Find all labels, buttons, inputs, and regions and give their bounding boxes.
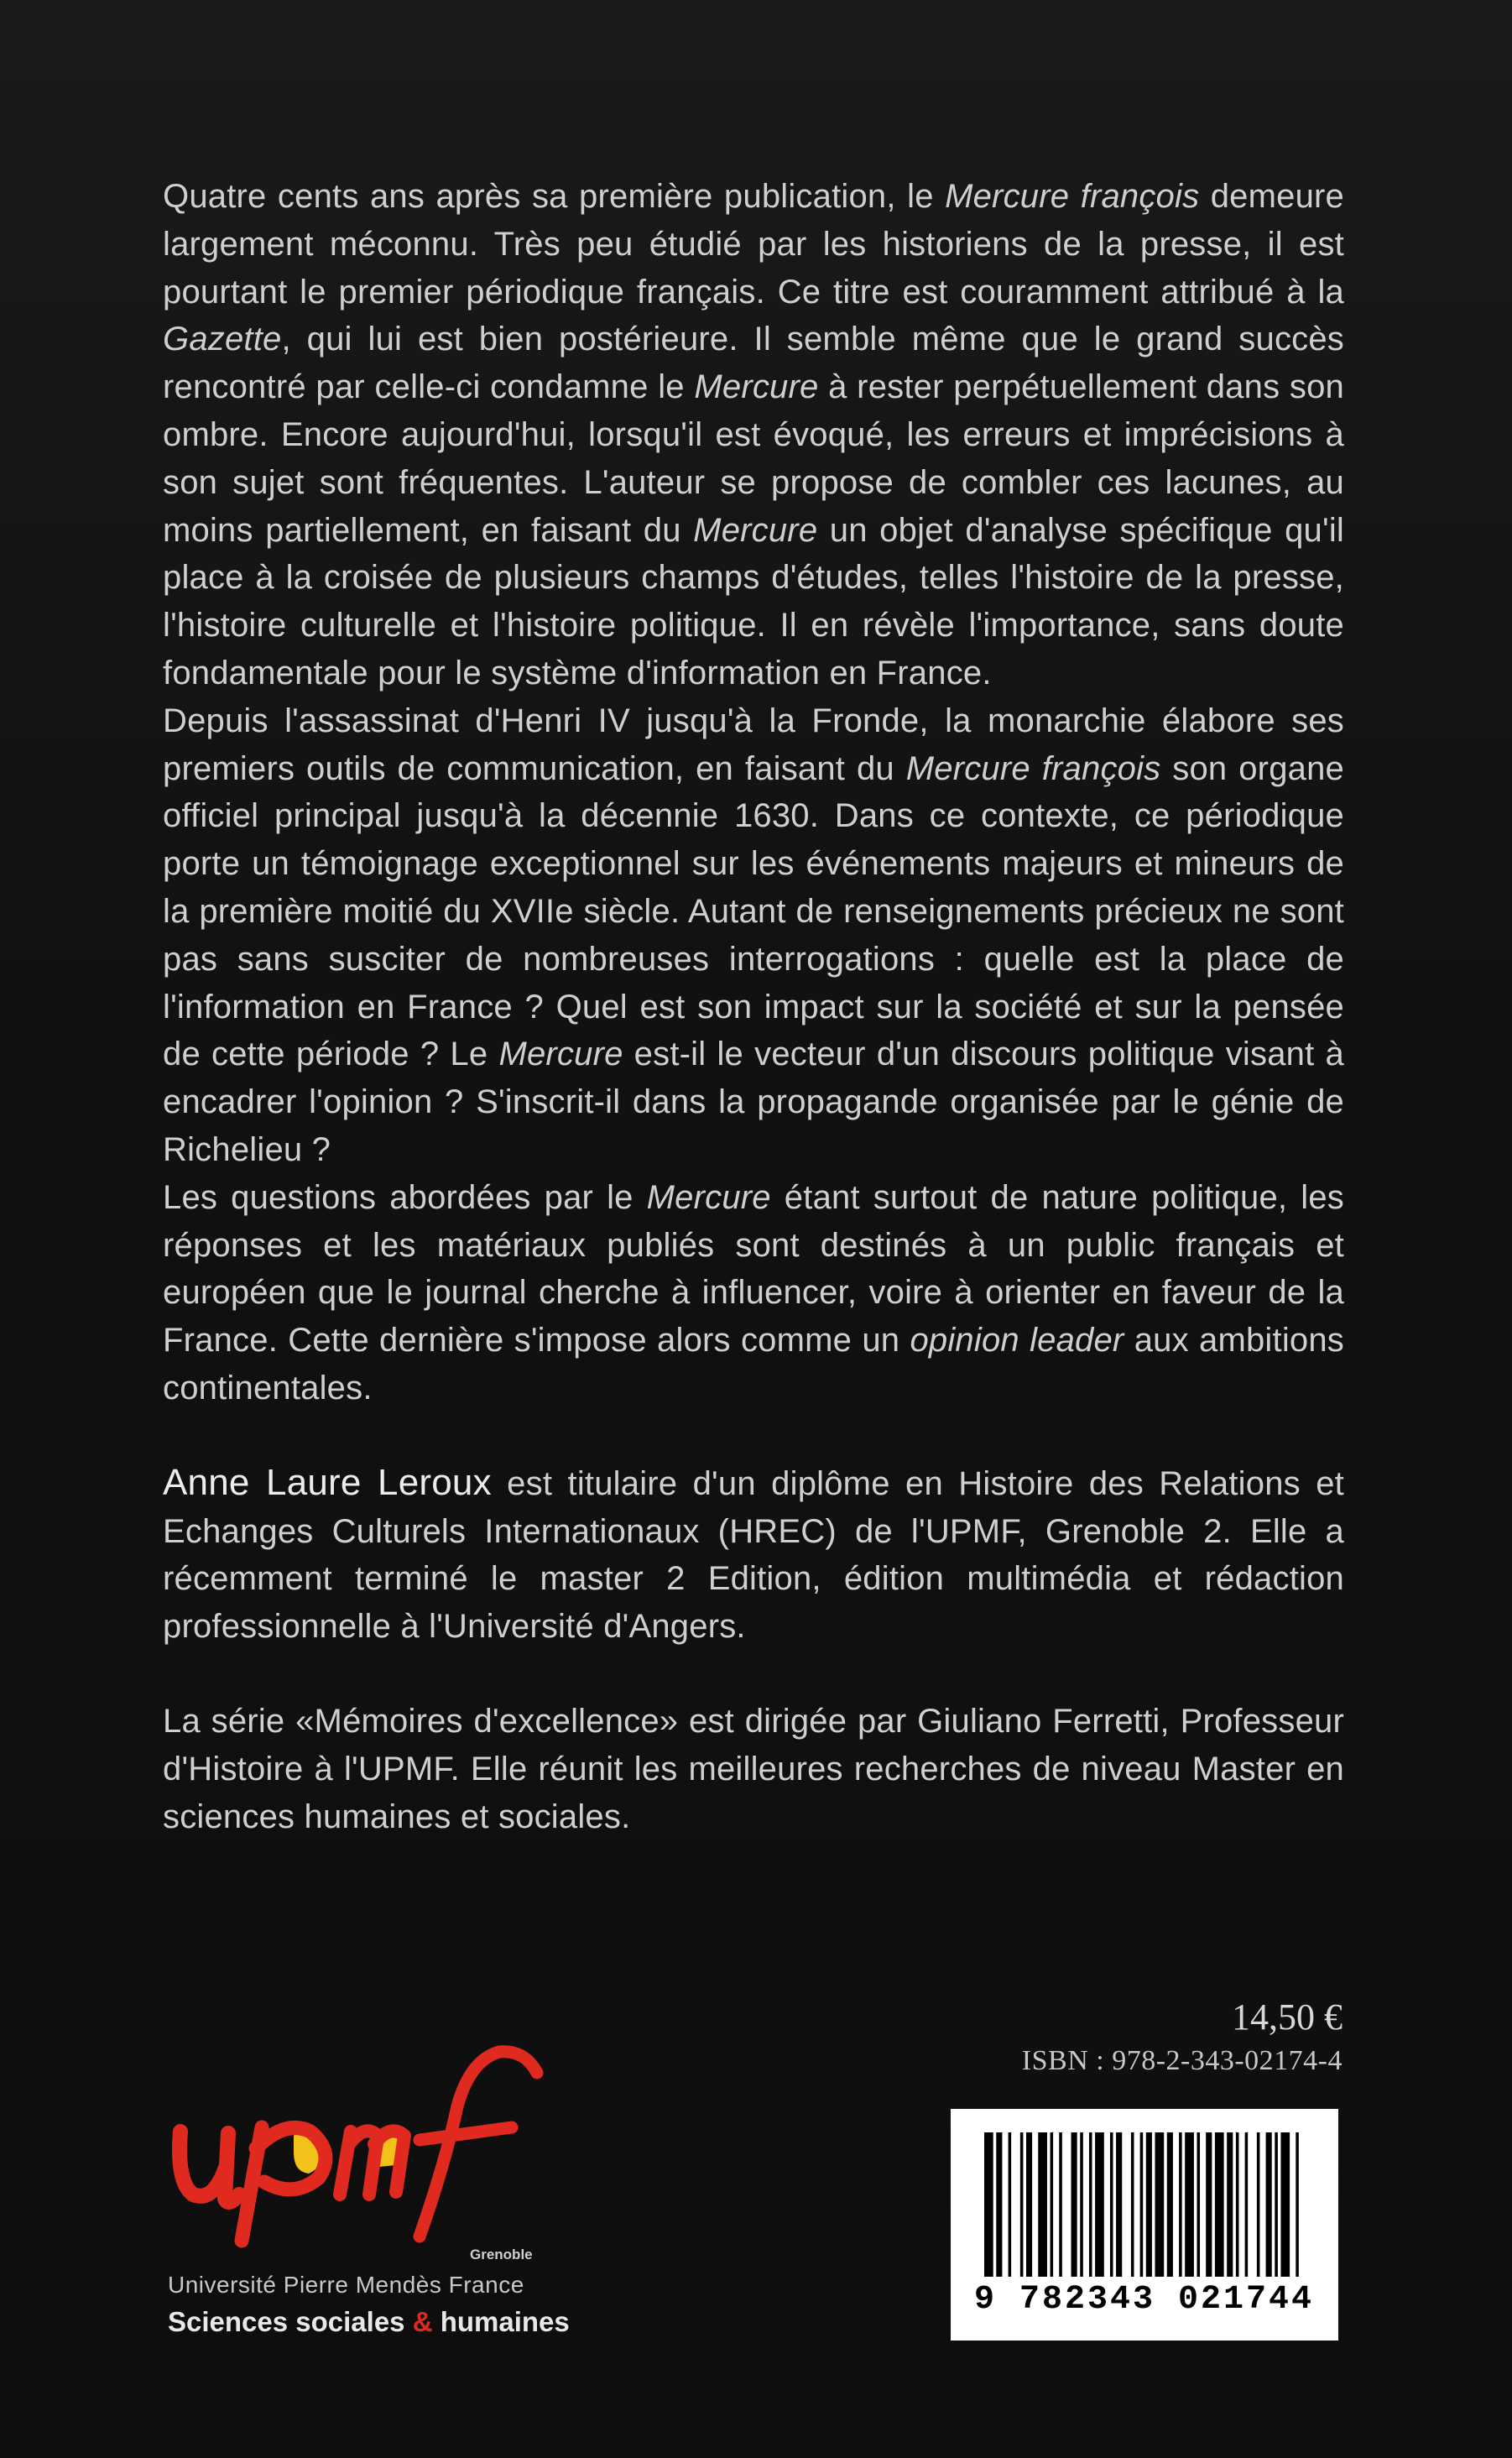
barcode-bar <box>1080 2132 1083 2277</box>
barcode-bar <box>1146 2132 1152 2277</box>
barcode-bar <box>1155 2132 1165 2277</box>
upmf-logo-mark <box>168 2039 571 2249</box>
logo-university-name: Université Pierre Mendès France <box>168 2272 524 2298</box>
summary-paragraph-3: Les questions abordées par le Mercure étant surtout de nature politique, les réponses et les matériaux publiés sont destinés à un public français et européen que le journal cherche à influencer, voire à orienter en faveur de la France. Cette dernière s'impose alors comme un opinion leader aux ambitions continentales. <box>163 1178 1345 1406</box>
barcode-bar <box>996 2132 1002 2277</box>
barcode-bar <box>1245 2132 1249 2277</box>
barcode-bar <box>1236 2132 1239 2277</box>
isbn: ISBN : 978-2-343-02174-4 <box>1021 2045 1343 2076</box>
barcode-bar <box>1266 2132 1272 2277</box>
upmf-logo <box>168 2039 571 2358</box>
barcode-bar <box>1140 2132 1144 2277</box>
barcode-bar <box>1095 2132 1104 2277</box>
barcode-bar <box>1206 2132 1212 2277</box>
summary-paragraph-2: Depuis l'assassinat d'Henri IV jusqu'à la Fronde, la monarchie élabore ses premiers outils de communication, en faisant du Mercure françois son organe officiel principal jusqu'à la décennie 1630. Dans ce contexte, ce périodique porte un témoignage exceptionnel sur les événements majeurs et mineurs de la première moitié du XVIIe siècle. Autant de renseignements précieux ne sont pas sans susciter de nombreuses interrogations : quelle est la place de l'information en France ? Quel est son impact sur la société et sur la pensée de cette période ? Le Mercure est-il le vecteur d'un discours politique visant à encadrer l'opinion ? S'inscrit-il dans la propagande organisée par le génie de Richelieu ? <box>163 702 1344 1168</box>
author-name: Anne Laure Leroux <box>163 1461 492 1503</box>
barcode-bar <box>1059 2132 1062 2277</box>
barcode-bar <box>1179 2132 1182 2277</box>
barcode-bar <box>1167 2132 1173 2277</box>
barcode-bar <box>1009 2132 1012 2277</box>
barcode-bar <box>1026 2132 1032 2277</box>
barcode-bar <box>1071 2132 1077 2277</box>
author-bio: Anne Laure Leroux est titulaire d'un diplôme en Histoire des Relations et Echanges Culturels Internationaux (HREC) de l'UPMF, Grenoble 2. Elle a récemment terminé le master 2 Edition, édition multimédia et rédaction professionnelle à l'Université d'Angers. <box>163 1461 1344 1646</box>
series-note: La série «Mémoires d'excellence» est dirigée par Giuliano Ferretti, Professeur d'Histoire à l'UPMF. Elle réunit les meilleures recherches de niveau Master en sciences humaines et sociales. <box>163 1702 1344 1835</box>
barcode-number: 9 782343 021744 <box>974 2281 1315 2319</box>
barcode-bar <box>1185 2132 1194 2277</box>
logo-sciences-tagline: Sciences sociales & humaines <box>168 2306 570 2337</box>
barcode-bar <box>1296 2132 1299 2277</box>
barcode-bar <box>1215 2132 1224 2277</box>
barcode-bar <box>1020 2132 1024 2277</box>
barcode-bar <box>1275 2132 1278 2277</box>
barcode-bar <box>1051 2132 1054 2277</box>
barcode-bar <box>1197 2132 1200 2277</box>
barcode-bars <box>984 2132 1305 2277</box>
barcode-bar <box>1280 2132 1290 2277</box>
back-cover-text <box>163 173 1344 1840</box>
barcode-bar <box>1110 2132 1113 2277</box>
barcode <box>951 2109 1338 2341</box>
price: 14,50 € <box>1232 1996 1343 2038</box>
barcode-bar <box>1089 2132 1092 2277</box>
barcode-bar <box>1131 2132 1134 2277</box>
logo-city: Grenoble <box>470 2247 533 2262</box>
barcode-bar <box>1227 2132 1233 2277</box>
barcode-bar <box>1257 2132 1260 2277</box>
barcode-bar <box>984 2132 993 2277</box>
barcode-bar <box>1038 2132 1047 2277</box>
barcode-bar <box>1116 2132 1122 2277</box>
summary-paragraph-1: Quatre cents ans après sa première publication, le Mercure françois demeure largement méconnu. Très peu étudié par les historiens de la presse, il est pourtant le premier périodique français. Ce titre est couramment attribué à la Gazette, qui lui est bien postérieure. Il semble même que le grand succès rencontré par celle-ci condamne le Mercure à rester perpétuellement dans son ombre. Encore aujourd'hui, lorsqu'il est évoqué, les erreurs et imprécisions à son sujet sont fréquentes. L'auteur se propose de combler ces lacunes, au moins partiellement, en faisant du Mercure un objet d'analyse spécifique qu'il place à la croisée de plusieurs champs d'études, telles l'histoire de la presse, l'histoire culturelle et l'histoire politique. Il en révèle l'importance, sans doute fondamentale pour le système d'information en France. <box>163 178 1345 691</box>
